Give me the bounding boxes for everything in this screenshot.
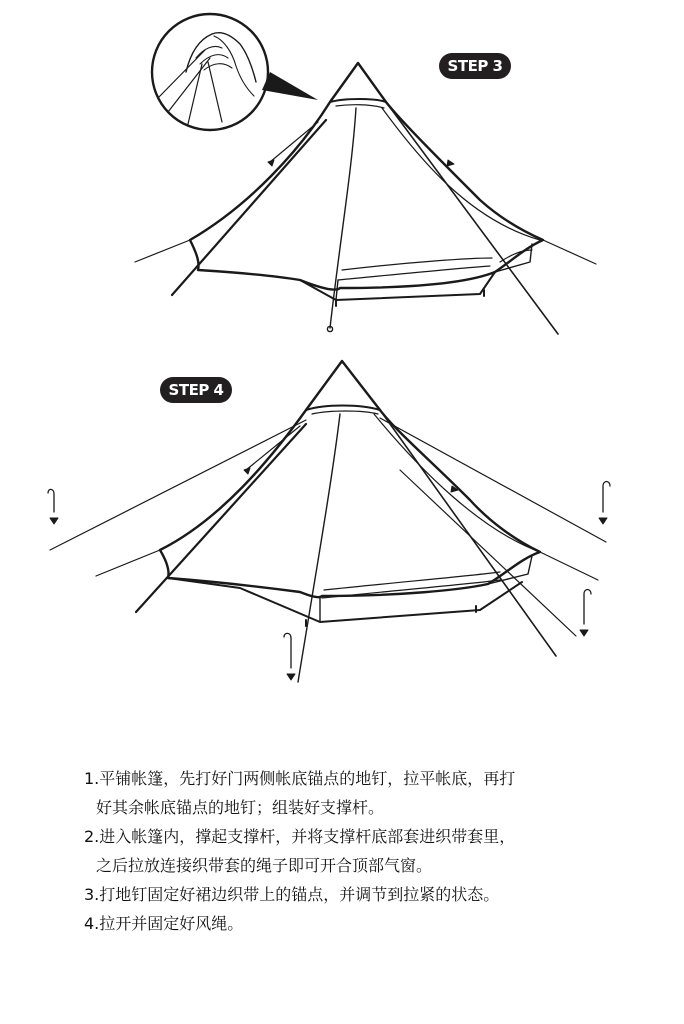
instruction-2-line-1: 2.进入帐篷内，撑起支撑杆，并将支撑杆底部套进织带套里， (84, 827, 516, 846)
stake-left-icon (48, 489, 58, 524)
stake-right-lower-icon (580, 590, 591, 637)
instruction-4: 4.拉开并固定好风绳。 (84, 914, 244, 933)
step-4-badge: STEP 4 (160, 377, 232, 403)
instruction-1-line-1: 1.平铺帐篷，先打好门两侧帐底锚点的地钉，拉平帐底，再打 (84, 769, 516, 788)
step-3-badge: STEP 3 (439, 53, 511, 79)
step4-tent-drawing (50, 361, 606, 682)
stake-bottom-icon (284, 633, 295, 680)
step3-tent-drawing (135, 14, 596, 334)
hand-detail-icon (152, 14, 318, 130)
instruction-2-line-2: 之后拉放连接织带套的绳子即可开合顶部气窗。 (96, 856, 433, 875)
instruction-3: 3.打地钉固定好裙边织带上的锚点，并调节到拉紧的状态。 (84, 885, 500, 904)
instruction-1-line-2: 好其余帐底锚点的地钉；组装好支撑杆。 (96, 798, 385, 817)
stake-right-icon (599, 482, 610, 525)
instruction-list (84, 764, 644, 938)
